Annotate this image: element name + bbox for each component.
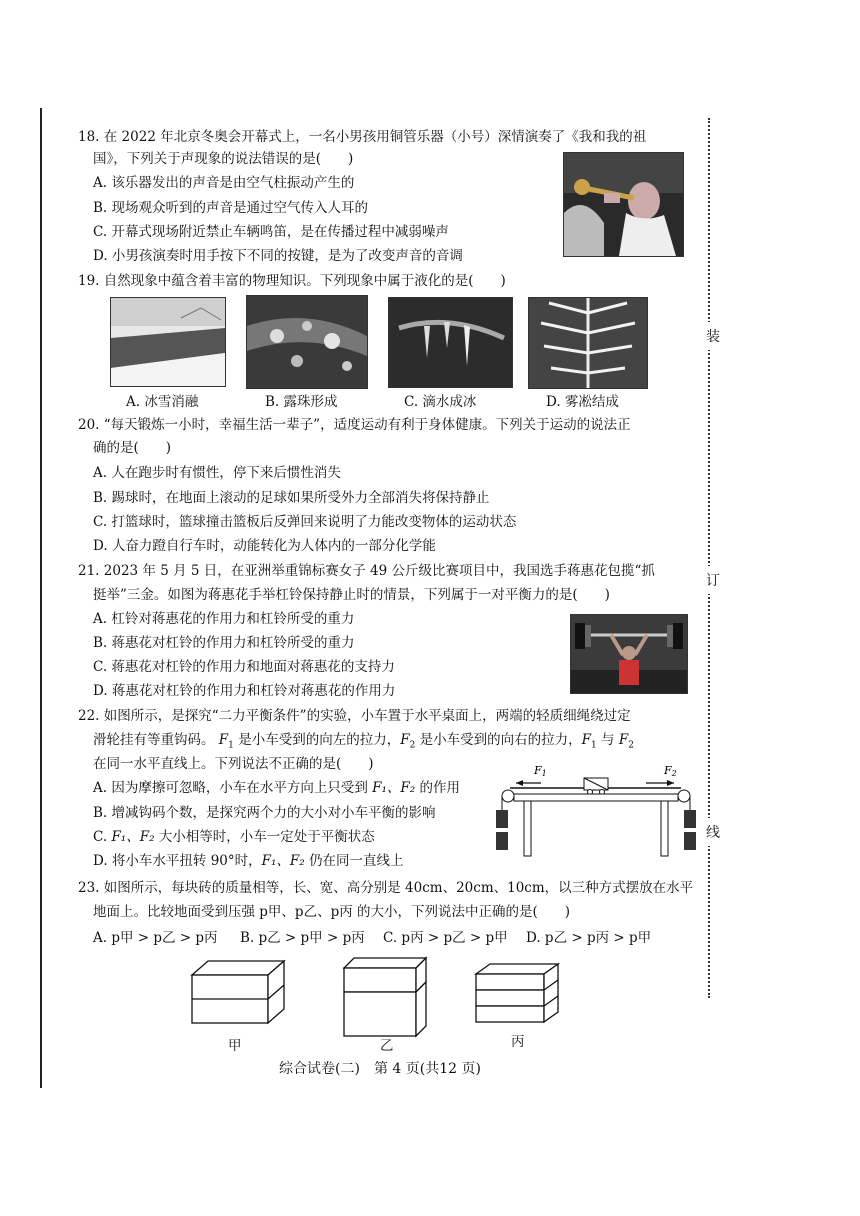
binding-mark-zhuang: 装 [706,322,720,350]
q23-stem-line2: 地面上。比较地面受到压强 p甲、p乙、p丙 的大小，下列说法中正确的是( ) [93,904,571,920]
q22-option-b: B. 增减钩码个数，是探究两个力的大小对小车平衡的影响 [93,805,436,821]
brick-stack-yi [340,952,430,1042]
q20-stem-line1: 20. “每天锻炼一小时，幸福生活一辈子”，适度运动有利于身体健康。下列关于运动的说法正 [78,417,631,433]
q23-option-b: B. p乙 > p甲 > p丙 [240,930,365,946]
icicle-photo [388,297,513,388]
label-f1: F1 [534,764,547,778]
q21-stem-line2: 挺举”三金。如图为蒋惠花手举杠铃保持静止时的情景，下列属于一对平衡力的是( ) [93,587,610,603]
q19-caption-d: D. 雾凇结成 [546,394,619,410]
q19-stem: 19. 自然现象中蕴含着丰富的物理知识。下列现象中属于液化的是( ) [78,273,506,289]
brick-stack-bing [470,960,565,1026]
q20-option-b: B. 踢球时，在地面上滚动的足球如果所受外力全部消失将保持静止 [93,490,490,506]
page-footer: 综合试卷(二) 第 4 页(共12 页) [279,1061,481,1077]
q18-option-b: B. 现场观众听到的声音是通过空气传入人耳的 [93,200,369,216]
q19-caption-a: A. 冰雪消融 [126,394,199,410]
q22-stem-line3: 在同一水平直线上。下列说法不正确的是( ) [93,756,374,772]
two-force-balance-diagram [496,758,696,863]
binding-mark-xian: 线 [706,818,720,846]
q21-option-b: B. 蒋惠花对杠铃的作用力和杠铃所受的重力 [93,635,355,651]
left-margin-line [40,108,42,1088]
ice-melting-photo [110,297,226,387]
q23-option-c: C. p丙 > p乙 > p甲 [383,930,508,946]
binding-mark-ding: 订 [706,566,720,594]
label-jia: 甲 [228,1038,242,1054]
q19-caption-b: B. 露珠形成 [265,394,338,410]
q21-option-a: A. 杠铃对蒋惠花的作用力和杠铃所受的重力 [93,611,355,627]
q18-option-c: C. 开幕式现场附近禁止车辆鸣笛，是在传播过程中减弱噪声 [93,224,449,240]
q22-option-a: A. 因为摩擦可忽略，小车在水平方向上只受到 F₁、F₂ 的作用 [93,780,460,796]
binding-dotted-line [708,118,710,998]
q18-option-d: D. 小男孩演奏时用手按下不同的按键，是为了改变声音的音调 [93,248,463,264]
trumpet-boy-photo [563,152,684,257]
q23-option-a: A. p甲 > p乙 > p丙 [93,930,218,946]
q21-stem-line1: 21. 2023 年 5 月 5 日，在亚洲举重锦标赛女子 49 公斤级比赛项目中，我国选手蒋惠花包揽“抓 [78,563,655,579]
dew-drops-photo [246,295,368,389]
q23-stem-line1: 23. 如图所示，每块砖的质量相等，长、宽、高分别是 40cm、20cm、10cm，以三种方式摆放在水平 [78,880,694,896]
q21-option-d: D. 蒋惠花对杠铃的作用力和杠铃对蒋惠花的作用力 [93,683,396,699]
label-yi: 乙 [380,1038,394,1054]
q23-option-d: D. p乙 > p丙 > p甲 [526,930,652,946]
q20-option-a: A. 人在跑步时有惯性，停下来后惯性消失 [93,465,341,481]
weightlifter-photo [570,614,688,694]
q21-option-c: C. 蒋惠花对杠铃的作用力和地面对蒋惠花的支持力 [93,659,395,675]
q20-option-c: C. 打篮球时，篮球撞击篮板后反弹回来说明了力能改变物体的运动状态 [93,514,517,530]
q22-option-c: C. F₁、F₂ 大小相等时，小车一定处于平衡状态 [93,829,375,845]
rime-photo [528,297,648,389]
label-f2: F2 [664,764,677,778]
q20-stem-line2: 确的是( ) [93,440,172,456]
q22-option-d: D. 将小车水平扭转 90°时，F₁、F₂ 仍在同一直线上 [93,853,404,869]
label-bing: 丙 [511,1034,525,1050]
q18-option-a: A. 该乐器发出的声音是由空气柱振动产生的 [93,175,355,191]
brick-stack-jia [188,955,288,1035]
q20-option-d: D. 人奋力蹬自行车时，动能转化为人体内的一部分化学能 [93,538,436,554]
q19-caption-c: C. 滴水成冰 [404,394,477,410]
q22-stem-line1: 22. 如图所示，是探究“二力平衡条件”的实验，小车置于水平桌面上，两端的轻质细绳绕过定 [78,708,631,724]
q22-stem-line2: 滑轮挂有等重钩码。 $F_1$ 是小车受到的向左的拉力，$F_2$ 是小车受到的向右的拉力，$F_1$ 与 $F_2$ [93,732,634,751]
q18-stem-line1: 18. 在 2022 年北京冬奥会开幕式上，一名小男孩用铜管乐器（小号）深情演奏了《我和我的祖 [78,129,647,145]
q18-stem-line2: 国》，下列关于声现象的说法错误的是( ) [93,151,354,167]
